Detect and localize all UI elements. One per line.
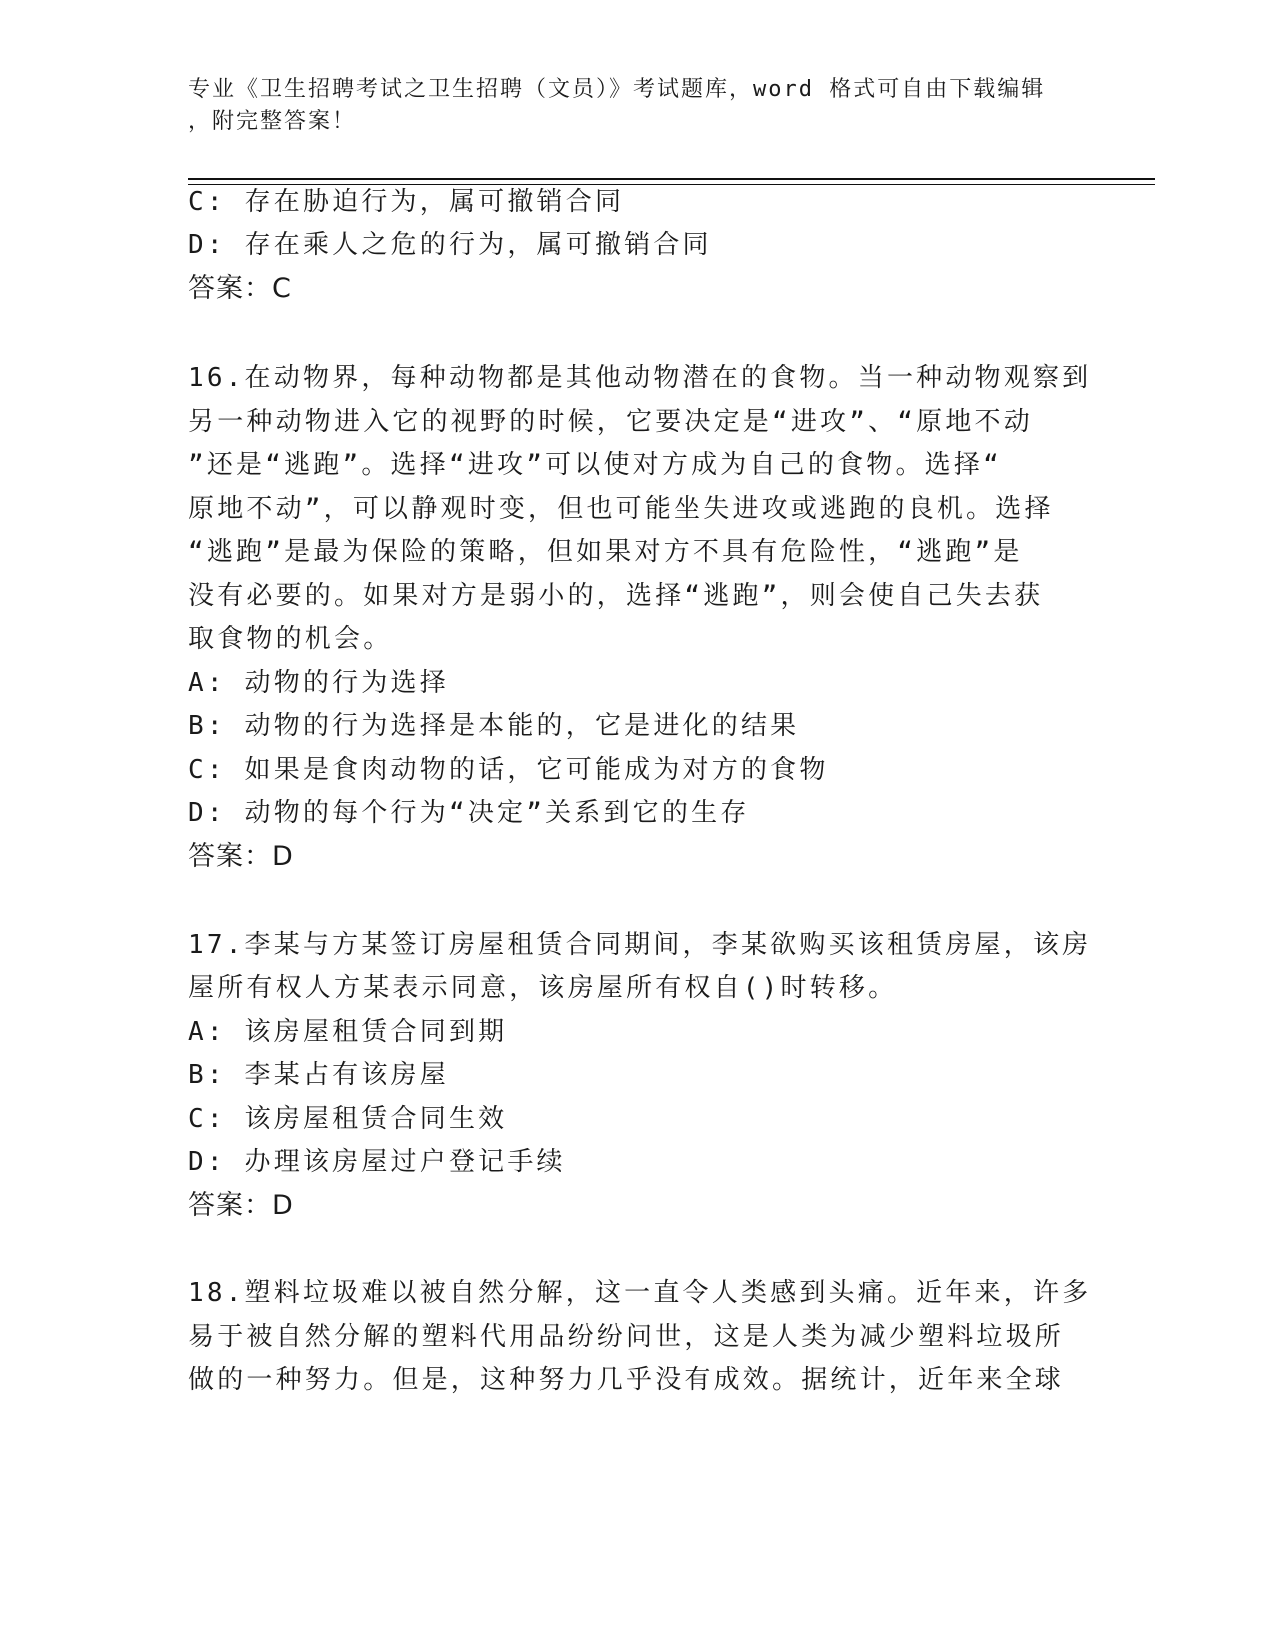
q15-answer: 答案：C bbox=[188, 273, 292, 304]
q17-stem-line: 屋所有权人方某表示同意，该房屋所有权自()时转移。 bbox=[188, 973, 898, 1003]
q15-option-d: D: 存在乘人之危的行为，属可撤销合同 bbox=[188, 230, 712, 260]
q18-stem-line: 做的一种努力。但是，这种努力几乎没有成效。据统计，近年来全球 bbox=[188, 1365, 1065, 1395]
q15-option-c: C: 存在胁迫行为，属可撤销合同 bbox=[188, 187, 625, 217]
header-title-line-2: ，附完整答案！ bbox=[188, 109, 357, 134]
q18-stem-line: 18.塑料垃圾难以被自然分解，这一直令人类感到头痛。近年来，许多 bbox=[188, 1278, 1092, 1308]
q17-answer: 答案：D bbox=[188, 1190, 294, 1221]
q18-stem-line: 易于被自然分解的塑料代用品纷纷问世，这是人类为减少塑料垃圾所 bbox=[188, 1322, 1065, 1352]
q16-stem-line: 没有必要的。如果对方是弱小的，选择“逃跑”，则会使自己失去获 bbox=[188, 581, 1044, 611]
q16-stem-line: 16.在动物界，每种动物都是其他动物潜在的食物。当一种动物观察到 bbox=[188, 363, 1092, 393]
header-title-line-1: 专业《卫生招聘考试之卫生招聘（文员）》考试题库，word 格式可自由下载编辑 bbox=[188, 77, 1046, 102]
q17-option-a: A: 该房屋租赁合同到期 bbox=[188, 1017, 508, 1047]
q16-stem-line: 取食物的机会。 bbox=[188, 624, 393, 654]
q17-option-b: B: 李某占有该房屋 bbox=[188, 1060, 449, 1090]
q16-stem-line: “逃跑”是最为保险的策略，但如果对方不具有危险性，“逃跑”是 bbox=[188, 537, 1023, 567]
header-divider-thick bbox=[188, 178, 1155, 180]
q17-option-d: D: 办理该房屋过户登记手续 bbox=[188, 1147, 566, 1177]
document-header bbox=[188, 74, 1068, 138]
q16-answer: 答案：D bbox=[188, 841, 294, 872]
q16-option-d: D: 动物的每个行为“决定”关系到它的生存 bbox=[188, 798, 750, 828]
q17-stem-line: 17.李某与方某签订房屋租赁合同期间，李某欲购买该租赁房屋，该房 bbox=[188, 930, 1092, 960]
q16-option-a: A: 动物的行为选择 bbox=[188, 668, 449, 698]
q16-stem-line: 原地不动”，可以静观时变，但也可能坐失进攻或逃跑的良机。选择 bbox=[188, 494, 1054, 524]
q16-stem-line: 另一种动物进入它的视野的时候，它要决定是“进攻”、“原地不动 bbox=[188, 407, 1033, 437]
q17-option-c: C: 该房屋租赁合同生效 bbox=[188, 1104, 508, 1134]
q16-option-b: B: 动物的行为选择是本能的，它是进化的结果 bbox=[188, 711, 800, 741]
q16-stem-line: ”还是“逃跑”。选择“进攻”可以使对方成为自己的食物。选择“ bbox=[188, 450, 1002, 480]
q16-option-c: C: 如果是食肉动物的话，它可能成为对方的食物 bbox=[188, 755, 829, 785]
